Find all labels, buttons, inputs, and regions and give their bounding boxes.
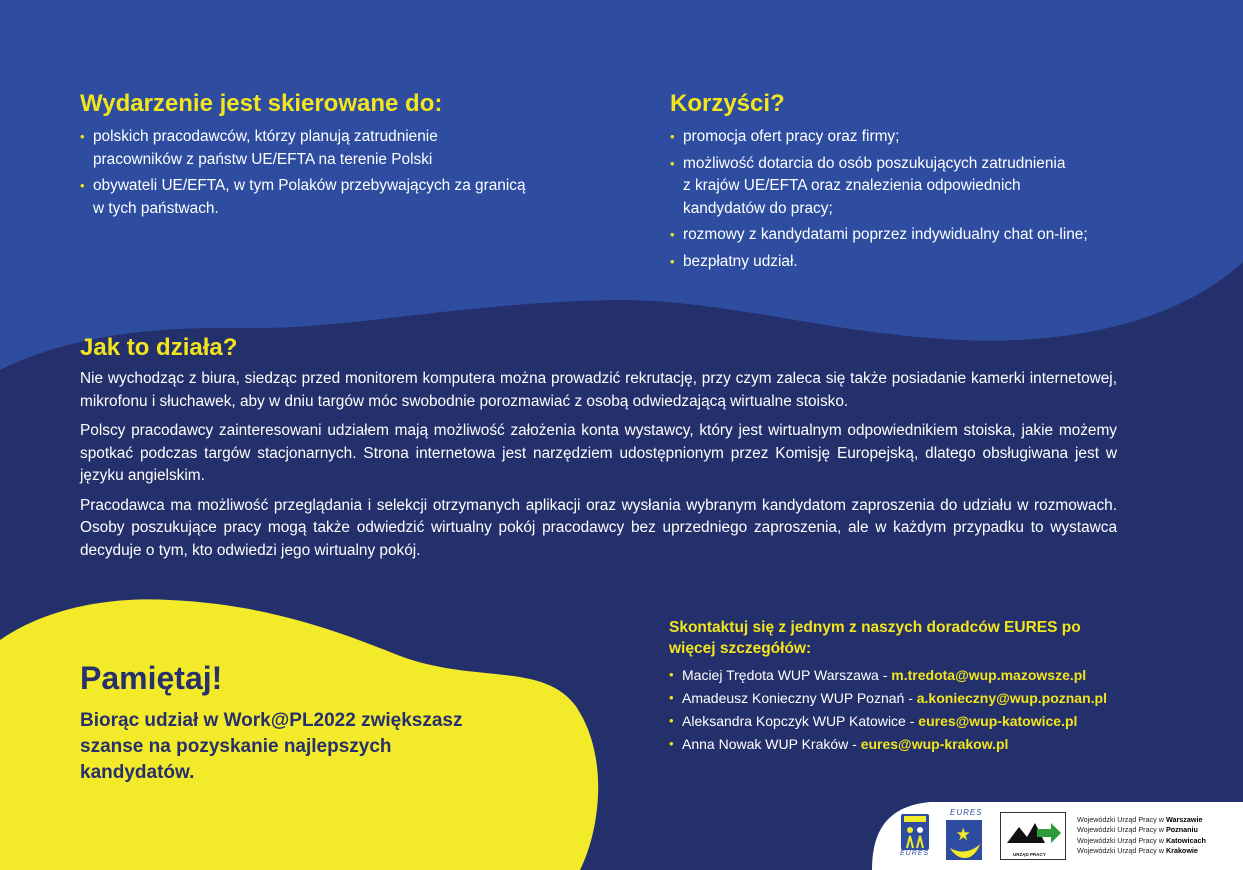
how-title: Jak to działa? [80,334,238,361]
contact-name: Amadeusz Konieczny WUP Poznań - [682,690,917,706]
benefits-title: Korzyści? [670,90,785,117]
contact-email-link[interactable]: eures@wup-krakow.pl [860,736,1009,752]
contact-item [669,734,1139,754]
list-item: • bezpłatny udział. [670,251,1170,274]
list-item: • promocja ofert pracy oraz firmy; [670,126,1170,149]
remember-section [80,660,520,786]
contact-name: Maciej Trędota WUP Warszawa - [682,667,892,683]
how-paragraph: Polscy pracodawcy zainteresowani udziałem mają możliwość założenia konta wystawcy, który jest wirtualnym odpowiednikiem stoiska, jakie możemy spotkać podczas targów stacjonarnych. Strona internetowa jest narzędziem udostępnionym przez Komisję Europejską, dlatego obsługiwana jest w języku angielskim. [80,422,1117,484]
contact-list [669,665,1139,754]
benefits-list [670,126,1170,273]
job-days-logo [898,812,932,862]
list-item: • rozmowy z kandydatami poprzez indywidualny chat on-line; [670,224,1170,247]
remember-title: Pamiętaj! [80,660,223,696]
list-item: • polskich pracodawców, którzy planują zatrudnienie pracowników z państw UE/EFTA na terenie Polski [80,126,513,171]
contact-name: Aleksandra Kopczyk WUP Katowice - [682,713,919,729]
remember-text: Biorąc udział w Work@PL2022 zwiększasz szanse na pozyskanie najlepszych kandydatów. [80,710,463,783]
contact-item [669,711,1139,731]
urzad-pracy-logo-icon [1001,813,1065,849]
contact-email-link[interactable]: m.tredota@wup.mazowsze.pl [891,667,1087,683]
urzad-pracy-label: URZĄD PRACY [1013,852,1046,857]
list-item: • obywateli UE/EFTA, w tym Polaków przebywających za granicą w tych państwach. [80,175,533,220]
eures-logo-label: EURES [950,808,983,817]
contact-email-link[interactable]: eures@wup-katowice.pl [918,713,1078,729]
office-line: Wojewódzki Urząd Pracy w Warszawie [1077,815,1203,824]
urzad-pracy-logo [1000,812,1066,860]
contact-title: Skontaktuj się z jednym z naszych doradców EURES po więcej szczegółów: [669,619,1081,657]
target-list [80,126,540,220]
office-line: Wojewódzki Urząd Pracy w Poznaniu [1077,825,1198,835]
target-section [80,90,540,224]
eures-logo [944,808,990,862]
contact-section [669,617,1139,757]
office-line: Wojewódzki Urząd Pracy w Katowicach [1077,835,1206,845]
contact-item [669,665,1139,685]
list-item: • możliwość dotarcia do osób poszukujących zatrudnienia z krajów UE/EFTA oraz znalezienia odpowiednich kandydatów do pracy; [670,153,1073,221]
contact-item [669,688,1139,708]
office-line: Wojewódzki Urząd Pracy w Krakowie [1077,846,1198,856]
contact-email-link[interactable]: a.konieczny@wup.poznan.pl [916,690,1107,706]
job-days-logo-label: EURES [900,850,930,857]
benefits-section [670,90,1170,277]
target-title: Wydarzenie jest skierowane do: [80,90,443,117]
how-paragraph: Pracodawca ma możliwość przeglądania i selekcji otrzymanych aplikacji oraz wysłania wybranym kandydatom zaproszenia do udziału w rozmowach. Osoby poszukujące pracy mogą także odwiedzić wirtualny pokój pracodawcy bez uprzedniego zaproszenia, ale w każdym przypadku to wystawca decyduje o tym, kto odwiedzi jego wirtualny pokój. [80,496,1117,559]
how-paragraph: Nie wychodząc z biura, siedząc przed monitorem komputera można prowadzić rekrutację, przy czym zaleca się także posiadanie kamerki internetowej, mikrofonu i słuchawek, aby w dniu targów móc swobodnie porozmawiać z osobą odwiedzającą wirtualne stoisko. [80,370,1117,410]
eures-logo-icon [944,818,990,864]
contact-name: Anna Nowak WUP Kraków - [682,736,861,752]
offices-list [1077,815,1237,857]
how-section [80,334,1117,569]
